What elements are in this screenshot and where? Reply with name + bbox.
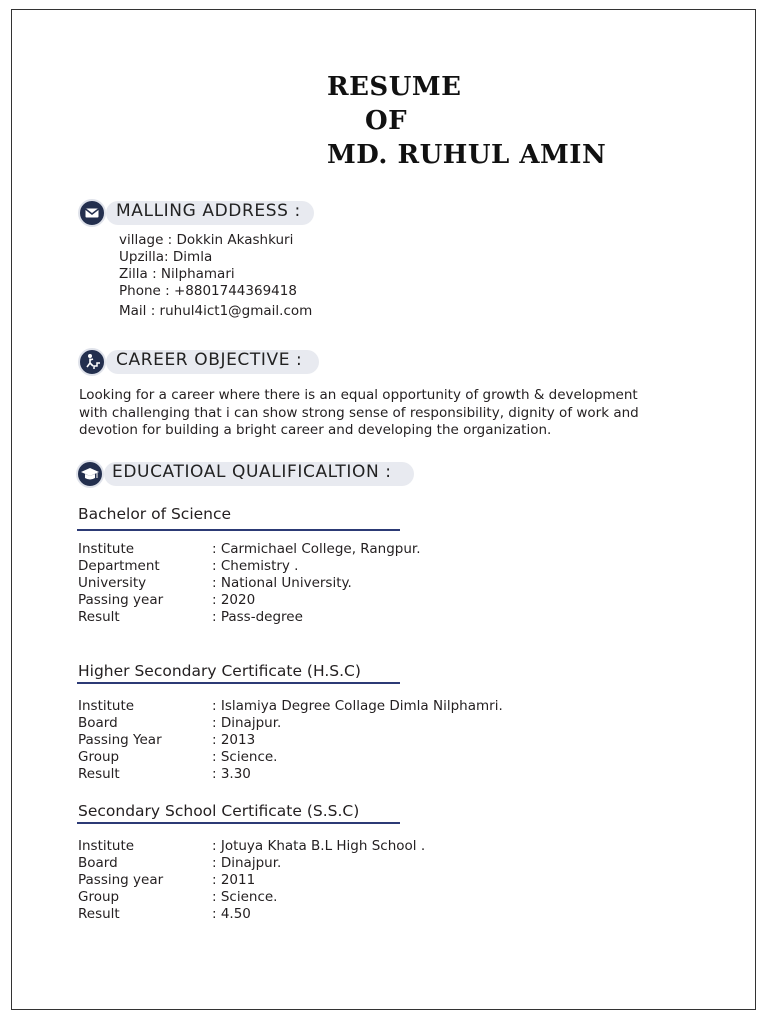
bsc-title: Bachelor of Science [78,505,232,523]
envelope-icon [78,199,106,227]
ssc-rule [77,822,400,824]
hsc-label-board: Board [78,715,118,731]
section-title: MALLING ADDRESS : [116,201,301,221]
ssc-label-institute: Institute [78,838,135,854]
ssc-value-passing-year: : 2011 [212,872,256,888]
section-title: CAREER OBJECTIVE : [116,350,303,370]
bsc-label-passing-year: Passing year [78,592,164,608]
ssc-label-result: Result [78,906,120,922]
bsc-label-institute: Institute [78,541,135,557]
resume-title-of: OF [365,106,408,136]
career-ladder-icon [78,348,106,376]
ssc-value-result: : 4.50 [212,906,251,922]
resume-title: RESUME [327,72,462,102]
address-mail: Mail : ruhul4ict1@gmail.com [119,303,313,319]
hsc-value-board: : Dinajpur. [212,715,282,731]
bsc-value-university: : National University. [212,575,352,591]
bsc-label-result: Result [78,609,120,625]
address-zilla: Zilla : Nilphamari [119,266,235,282]
ssc-value-board: : Dinajpur. [212,855,282,871]
ssc-label-group: Group [78,889,120,905]
ssc-title: Secondary School Certificate (S.S.C) [78,802,360,820]
hsc-rule [77,682,400,684]
ssc-label-board: Board [78,855,118,871]
bsc-rule [77,529,400,531]
address-phone: Phone : +8801744369418 [119,283,297,299]
hsc-label-group: Group [78,749,120,765]
hsc-title: Higher Secondary Certificate (H.S.C) [78,662,361,680]
bsc-value-result: : Pass-degree [212,609,303,625]
hsc-label-passing-year: Passing Year [78,732,162,748]
hsc-value-result: : 3.30 [212,766,251,782]
graduation-cap-icon [76,460,104,488]
hsc-value-group: : Science. [212,749,278,765]
hsc-label-result: Result [78,766,120,782]
bsc-label-department: Department [78,558,160,574]
bsc-value-institute: : Carmichael College, Rangpur. [212,541,421,557]
bsc-label-university: University [78,575,147,591]
address-village: village : Dokkin Akashkuri [119,232,294,248]
section-title: EDUCATIOAL QUALIFICALTION : [112,462,392,482]
ssc-value-group: : Science. [212,889,278,905]
ssc-value-institute: : Jotuya Khata B.L High School . [212,838,426,854]
bsc-value-department: : Chemistry . [212,558,299,574]
ssc-label-passing-year: Passing year [78,872,164,888]
candidate-name: MD. RUHUL AMIN [327,140,607,170]
address-upzilla: Upzilla: Dimla [119,249,213,265]
bsc-value-passing-year: : 2020 [212,592,256,608]
hsc-value-institute: : Islamiya Degree Collage Dimla Nilphamri. [212,698,503,714]
career-objective-text: Looking for a career where there is an equal opportunity of growth & development with challenging that i can show strong sense of responsibility, dignity of work and devotion for building a bright career and developing the organization. [79,387,639,438]
hsc-value-passing-year: : 2013 [212,732,256,748]
hsc-label-institute: Institute [78,698,135,714]
